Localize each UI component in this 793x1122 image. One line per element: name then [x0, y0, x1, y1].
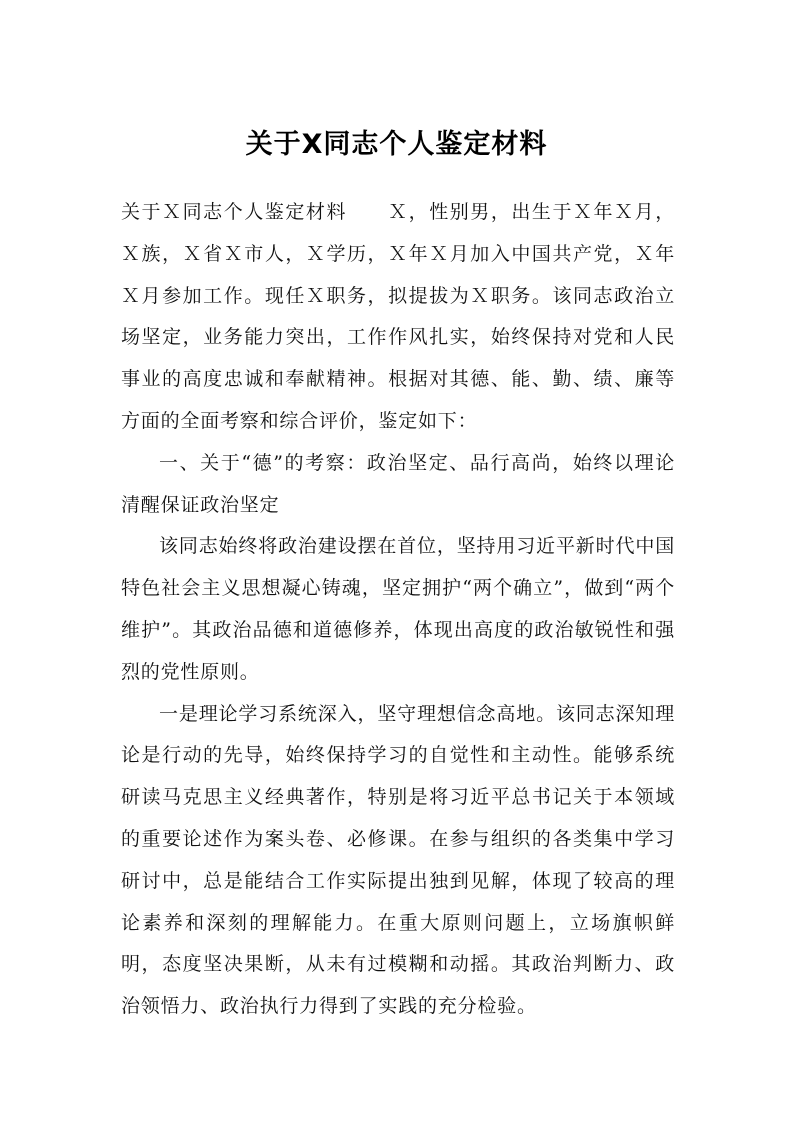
intro-paragraph: 关于Ｘ同志个人鉴定材料 Ｘ，性别男，出生于Ｘ年Ｘ月，Ｘ族，Ｘ省Ｘ市人，Ｘ学历，Ｘ年Ｘ月加入中国共产党，Ｘ年Ｘ月参加工作。现任Ｘ职务，拟提拔为Ｘ职务。该同志政治立场坚定，业务能力突出，工作作风扎实，始终保持对党和人民事业的高度忠诚和奉献精神。根据对其德、能、勤、绩、廉等方面的全面考察和综合评价，鉴定如下：	[121, 201, 675, 432]
section-heading-de: 一、关于“德”的考察：政治坚定、品行高尚，始终以理论清醒保证政治坚定	[121, 451, 675, 516]
document-title: 关于X同志个人鉴定材料	[245, 129, 548, 160]
body-paragraph: 一是理论学习系统深入，坚守理想信念高地。该同志深知理论是行动的先导，始终保持学习的自觉性和主动性。能够系统研读马克思主义经典著作，特别是将习近平总书记关于本领域的重要论述作为案头卷、必修课。在参与组织的各类集中学习研讨中，总是能结合工作实际提出独到见解，体现了较高的理论素养和深刻的理解能力。在重大原则问题上，立场旗帜鲜明，态度坚决果断，从未有过模糊和动摇。其政治判断力、政治领悟力、政治执行力得到了实践的充分检验。	[121, 702, 675, 1018]
body-paragraph: 该同志始终将政治建设摆在首位，坚持用习近平新时代中国特色社会主义思想凝心铸魂，坚定拥护“两个确立”，做到“两个维护”。其政治品德和道德修养，体现出高度的政治敏锐性和强烈的党性原则。	[121, 535, 675, 683]
document-body	[121, 192, 675, 1028]
